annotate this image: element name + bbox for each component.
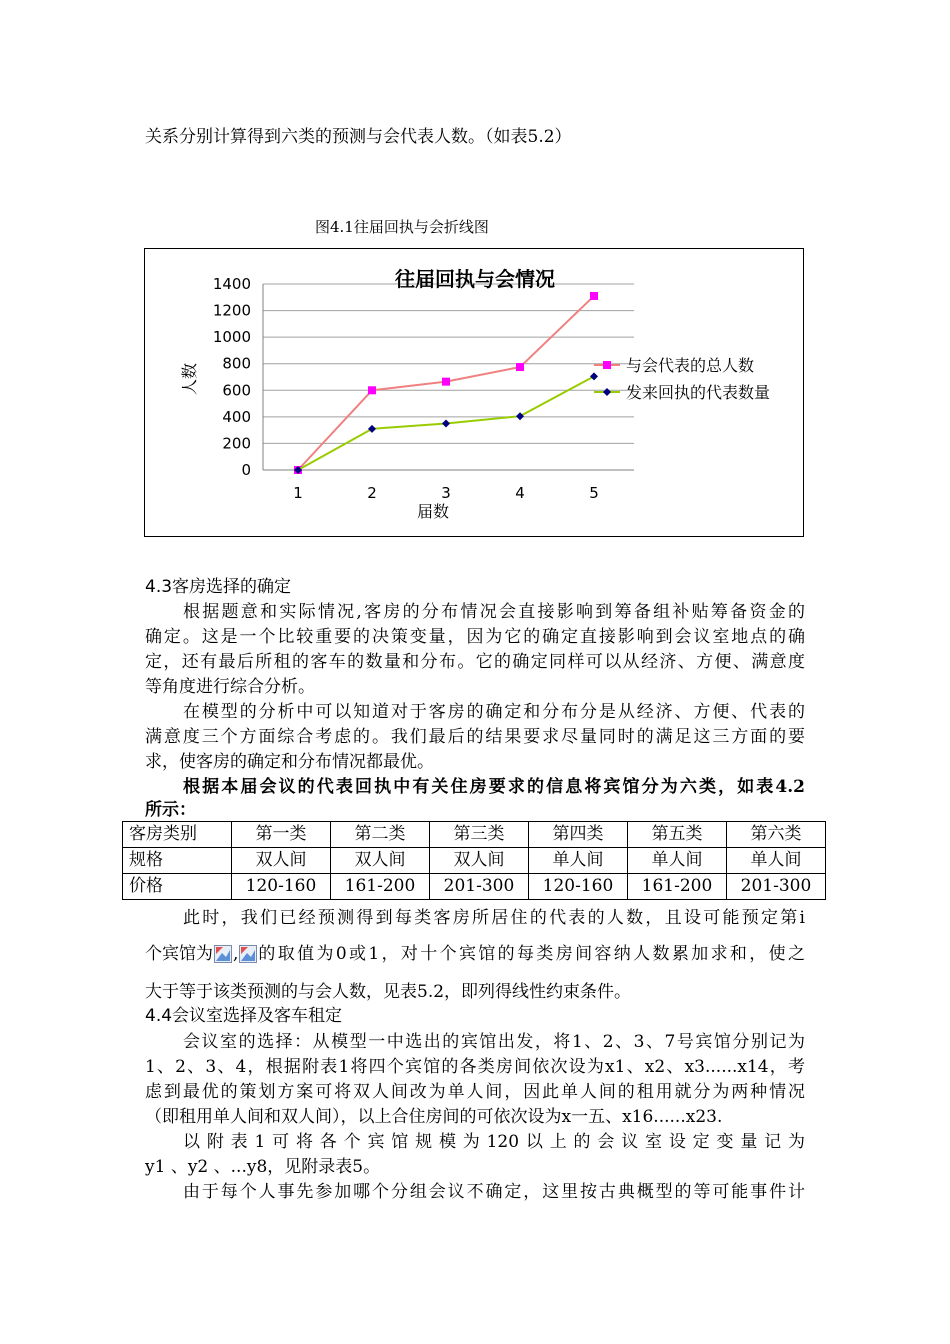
room-category-table (122, 821, 826, 900)
table-cell: 双人间 (430, 848, 529, 874)
paragraph-line: 大于等于该类预测的与会人数，见表5.2，即列得线性约束条件。 (145, 982, 632, 1002)
x-tick-label: 5 (589, 484, 599, 502)
table-cell: 第一类 (232, 822, 331, 848)
data-point (590, 292, 598, 300)
y-tick-label: 1200 (212, 301, 251, 320)
paragraph-line: y1 、y2 、...y8，见附录表5。 (145, 1157, 381, 1177)
section-heading-4-3: 4.3客房选择的确定 (145, 577, 292, 597)
y-tick-label: 400 (222, 407, 251, 426)
paragraph-line: 在模型的分析中可以知道对于客房的确定和分布分是从经济、方便、代表的 (183, 702, 805, 722)
paragraph-line: （即租用单人间和双人间），以上合住房间的可依次设为x一五、x16......x23. (145, 1107, 723, 1127)
table-cell: 120-160 (232, 874, 331, 900)
paragraph-line: 虑到最优的策划方案可将双人间改为单人间，因此单人间的租用就分为两种情况 (145, 1082, 805, 1102)
text-span: 的取值为0或1，对十个宾馆的每类房间容纳人数累加求和，使之 (258, 944, 805, 964)
data-point (516, 412, 524, 420)
data-point (590, 372, 598, 380)
x-tick-label: 4 (515, 484, 525, 502)
legend-marker (603, 388, 611, 396)
paragraph-line: 根据题意和实际情况,客房的分布情况会直接影响到筹备组补贴筹备资金的 (183, 602, 805, 622)
data-point (442, 420, 450, 428)
paragraph-line (145, 941, 805, 967)
y-tick-label: 0 (241, 461, 251, 479)
table-cell: 第二类 (331, 822, 430, 848)
paragraph-line: 由于每个人事先参加哪个分组会议不确定，这里按古典概型的等可能事件计 (183, 1182, 805, 1202)
table-cell: 第三类 (430, 822, 529, 848)
data-point (516, 363, 524, 371)
table-cell: 价格 (123, 874, 232, 900)
text-span: 个宾馆为 (145, 944, 213, 964)
data-point (368, 425, 376, 433)
table-cell: 双人间 (331, 848, 430, 874)
table-cell: 单人间 (727, 848, 826, 874)
y-tick-label: 1400 (212, 275, 251, 293)
paragraph-line: 以附表1可将各个宾馆规模为120以上的会议室设定变量记为 (183, 1132, 805, 1152)
paragraph-line: 求，使客房的确定和分布情况都最优。 (145, 752, 434, 772)
paragraph-line: 定，还有最后所租的客车的数量和分布。它的确定同样可以从经济、方便、满意度 (145, 652, 805, 672)
paragraph-line: 确定。这是一个比较重要的决策变量，因为它的确定直接影响到会议室地点的确 (145, 627, 805, 647)
legend-label: 发来回执的代表数量 (626, 383, 771, 402)
paragraph-line: 所示： (145, 800, 196, 820)
data-point (442, 378, 450, 386)
chart-frame (144, 248, 804, 537)
legend-marker (603, 361, 611, 369)
y-tick-label: 1000 (212, 328, 251, 347)
table-cell: 201-300 (430, 874, 529, 900)
line-chart (145, 249, 803, 536)
y-axis-label: 人数 (180, 362, 199, 396)
table-cell: 单人间 (628, 848, 727, 874)
paragraph-line: 满意度三个方面综合考虑的。我们最后的结果要求尽量同时的满足这三方面的要 (145, 727, 805, 747)
y-tick-label: 800 (222, 354, 251, 373)
table-cell: 双人间 (232, 848, 331, 874)
x-axis-label: 届数 (416, 502, 450, 521)
paragraph-line: 会议室的选择：从模型一中选出的宾馆出发，将1、2、3、7号宾馆分别记为 (183, 1032, 805, 1052)
formula-image-icon (239, 945, 257, 963)
table-cell: 第五类 (628, 822, 727, 848)
paragraph-line: 1、2、3、4，根据附表1将四个宾馆的各类房间依次设为x1、x2、x3......x14，考 (145, 1057, 805, 1077)
table-cell: 规格 (123, 848, 232, 874)
legend-label: 与会代表的总人数 (626, 356, 755, 375)
section-heading-4-4: 4.4会议室选择及客车租定 (145, 1006, 343, 1026)
table-cell: 201-300 (727, 874, 826, 900)
table-cell: 161-200 (628, 874, 727, 900)
y-tick-label: 600 (222, 381, 251, 400)
paragraph-line: 此时，我们已经预测得到每类客房所居住的代表的人数，且设可能预定第i (183, 908, 805, 928)
x-tick-label: 3 (441, 484, 451, 502)
x-tick-label: 1 (293, 484, 303, 502)
x-tick-label: 2 (367, 484, 377, 502)
data-point (368, 386, 376, 394)
intro-line: 关系分别计算得到六类的预测与会代表人数。（如表5.2） (145, 127, 572, 147)
table-cell: 120-160 (529, 874, 628, 900)
formula-image-icon (214, 945, 232, 963)
table-cell: 第六类 (727, 822, 826, 848)
text-span: , (233, 944, 239, 964)
figure-caption: 图4.1往届回执与会折线图 (315, 218, 489, 236)
table-cell: 第四类 (529, 822, 628, 848)
table-cell: 161-200 (331, 874, 430, 900)
table-row (123, 874, 826, 900)
paragraph-line: 等角度进行综合分析。 (145, 677, 315, 697)
y-tick-label: 200 (222, 434, 251, 453)
table-cell: 客房类别 (123, 822, 232, 848)
table-row (123, 848, 826, 874)
paragraph-line: 根据本届会议的代表回执中有关住房要求的信息将宾馆分为六类，如表4.2 (183, 777, 805, 797)
chart-title: 往届回执与会情况 (395, 267, 555, 291)
table-cell: 单人间 (529, 848, 628, 874)
table-row (123, 822, 826, 848)
